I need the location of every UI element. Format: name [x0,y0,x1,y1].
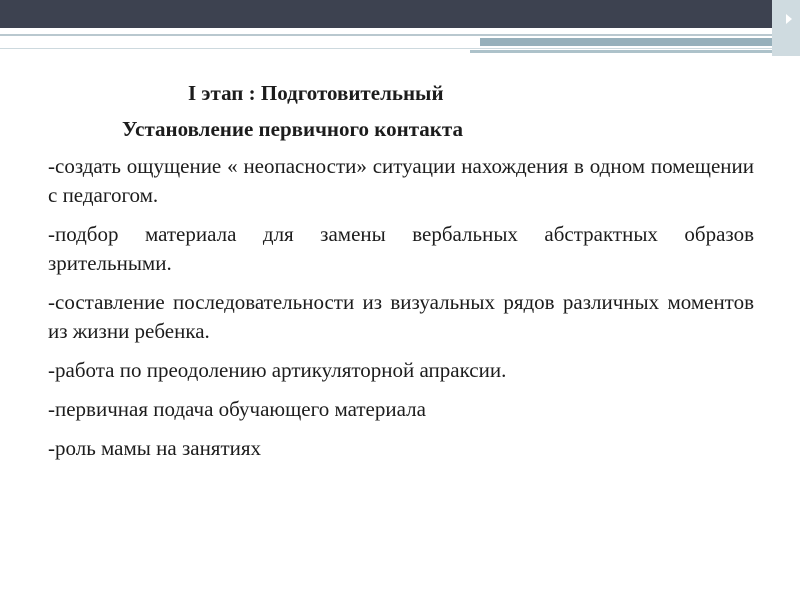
slide-subtitle: Установление первичного контакта [122,117,463,141]
list-item: -роль мамы на занятиях [48,436,262,460]
decorative-stripes [0,28,800,58]
list-item: -создать ощущение « неопасности» ситуации нахождения в одном помещении с педагогом. [48,154,754,207]
stripe-2 [480,38,800,46]
slide-content [48,78,754,473]
list-item: -подбор материала для замены вербальных абстрактных образов зрительными. [48,222,754,275]
list-item: -первичная подача обучающего материала [48,397,426,421]
list-item: -работа по преодолению артикуляторной апраксии. [48,358,507,382]
stripe-1 [0,34,800,36]
stripe-4 [470,50,800,53]
slide-title: I этап : Подготовительный [188,81,444,105]
corner-tab [772,0,800,56]
stripe-3 [0,48,800,49]
play-arrow-icon [786,14,792,24]
list-item: -составление последовательности из визуальных рядов различных моментов из жизни ребенка. [48,290,754,343]
header-bar [0,0,800,28]
